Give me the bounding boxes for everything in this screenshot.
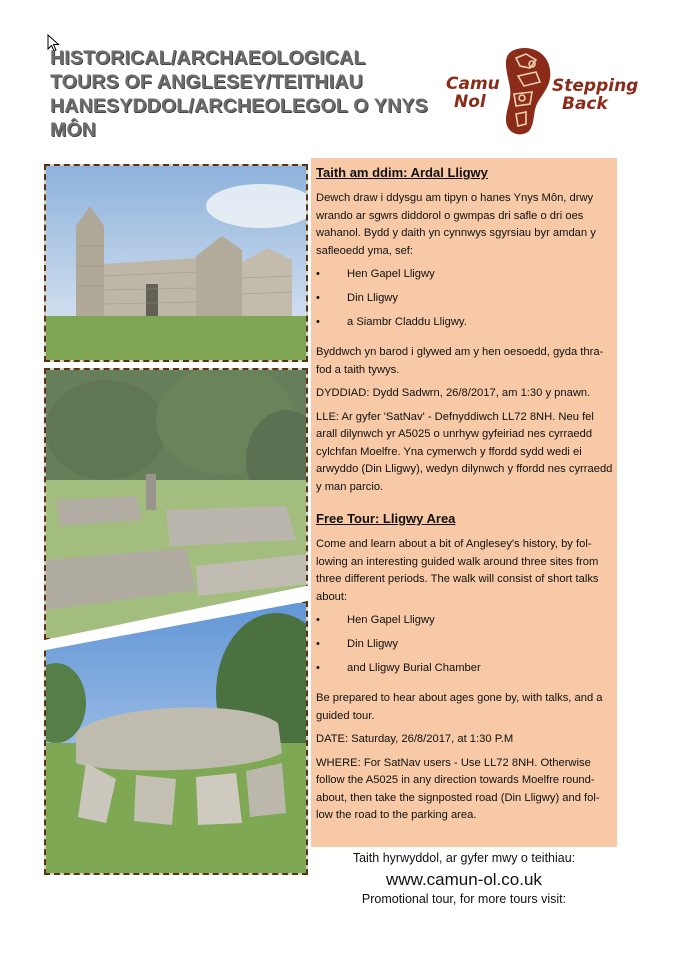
din-lligwy-photo bbox=[44, 368, 308, 640]
welsh-where: LLE: Ar gyfer 'SatNav' - Defnyddiwch LL72 8NH. Neu fel arall dilynwch yr A5025 o unrhyw gyfeiriad nes cyrraedd cylchfan Moelfre. Yna cymerwch y ffordd sydd wedi ei arwyddo (Din Lligwy), wedyn dilynwch y ffordd nes cyrraedd y man parcio. bbox=[316, 410, 613, 493]
website-link[interactable]: www.camun-ol.co.uk bbox=[386, 870, 542, 889]
footer-english-line: Promotional tour, for more tours visit: bbox=[361, 892, 567, 906]
english-site-list bbox=[316, 612, 614, 684]
english-closing: Be prepared to hear about ages gone by, with talks, and a guided tour. bbox=[316, 692, 603, 722]
chapel-photo bbox=[44, 164, 308, 362]
logo-text-camu: Camu bbox=[446, 74, 500, 94]
list-item: • Hen Gapel Lligwy bbox=[316, 268, 435, 280]
camu-nol-logo bbox=[446, 42, 639, 137]
list-item: • a Siambr Claddu Lligwy. bbox=[316, 316, 467, 328]
burial-chamber-photo bbox=[44, 601, 308, 875]
logo-text-stepping: Stepping bbox=[552, 76, 639, 96]
page-title: HISTORICAL/ARCHAEOLOGICAL TOURS OF ANGLESEY/TEITHIAU HANESYDDOL/ARCHEOLEGOL O YNYS MÔN bbox=[50, 47, 428, 141]
english-where: WHERE: For SatNav users - Use LL72 8NH. Otherwise follow the A5025 in any direction towards Moelfre round-about, then take the signposted road (Din Lligwy) and fol-low the road to the parking area. bbox=[316, 756, 600, 821]
footer bbox=[311, 849, 617, 907]
welsh-intro: Dewch draw i ddysgu am tipyn o hanes Ynys Môn, drwy wrando ar sgwrs diddorol o gwmpas dri safle o dri oes wahanol. Bydd y daith yn cynnwys sgyrsiau byr amdan y safleoedd yma, sef: bbox=[316, 192, 596, 257]
english-date: DATE: Saturday, 26/8/2017, at 1:30 P.M bbox=[316, 733, 514, 745]
welsh-heading: Taith am ddim: Ardal Lligwy bbox=[316, 165, 488, 180]
list-item: • Din Lligwy bbox=[316, 638, 398, 650]
english-heading: Free Tour: Lligwy Area bbox=[316, 511, 456, 526]
tour-info-panel bbox=[311, 158, 617, 847]
english-intro: Come and learn about a bit of Anglesey's history, by fol-lowing an interesting guided walk around three sites from three different periods. The walk will consist of short talks about: bbox=[316, 538, 599, 603]
list-item: • Din Lligwy bbox=[316, 292, 398, 304]
list-item: • Hen Gapel Lligwy bbox=[316, 614, 435, 626]
welsh-date: DYDDIAD: Dydd Sadwrn, 26/8/2017, am 1:30 y pnawn. bbox=[316, 387, 591, 399]
welsh-site-list bbox=[316, 266, 614, 338]
list-item: • and Lligwy Burial Chamber bbox=[316, 662, 481, 674]
footer-welsh-line: Taith hyrwyddol, ar gyfer mwy o teithiau: bbox=[352, 851, 576, 865]
logo-text-nol: Nol bbox=[454, 92, 486, 112]
logo-text-back: Back bbox=[562, 94, 608, 114]
welsh-closing: Byddwch yn barod i glywed am y hen oesoedd, gyda thra-fod a taith tywys. bbox=[316, 346, 604, 376]
